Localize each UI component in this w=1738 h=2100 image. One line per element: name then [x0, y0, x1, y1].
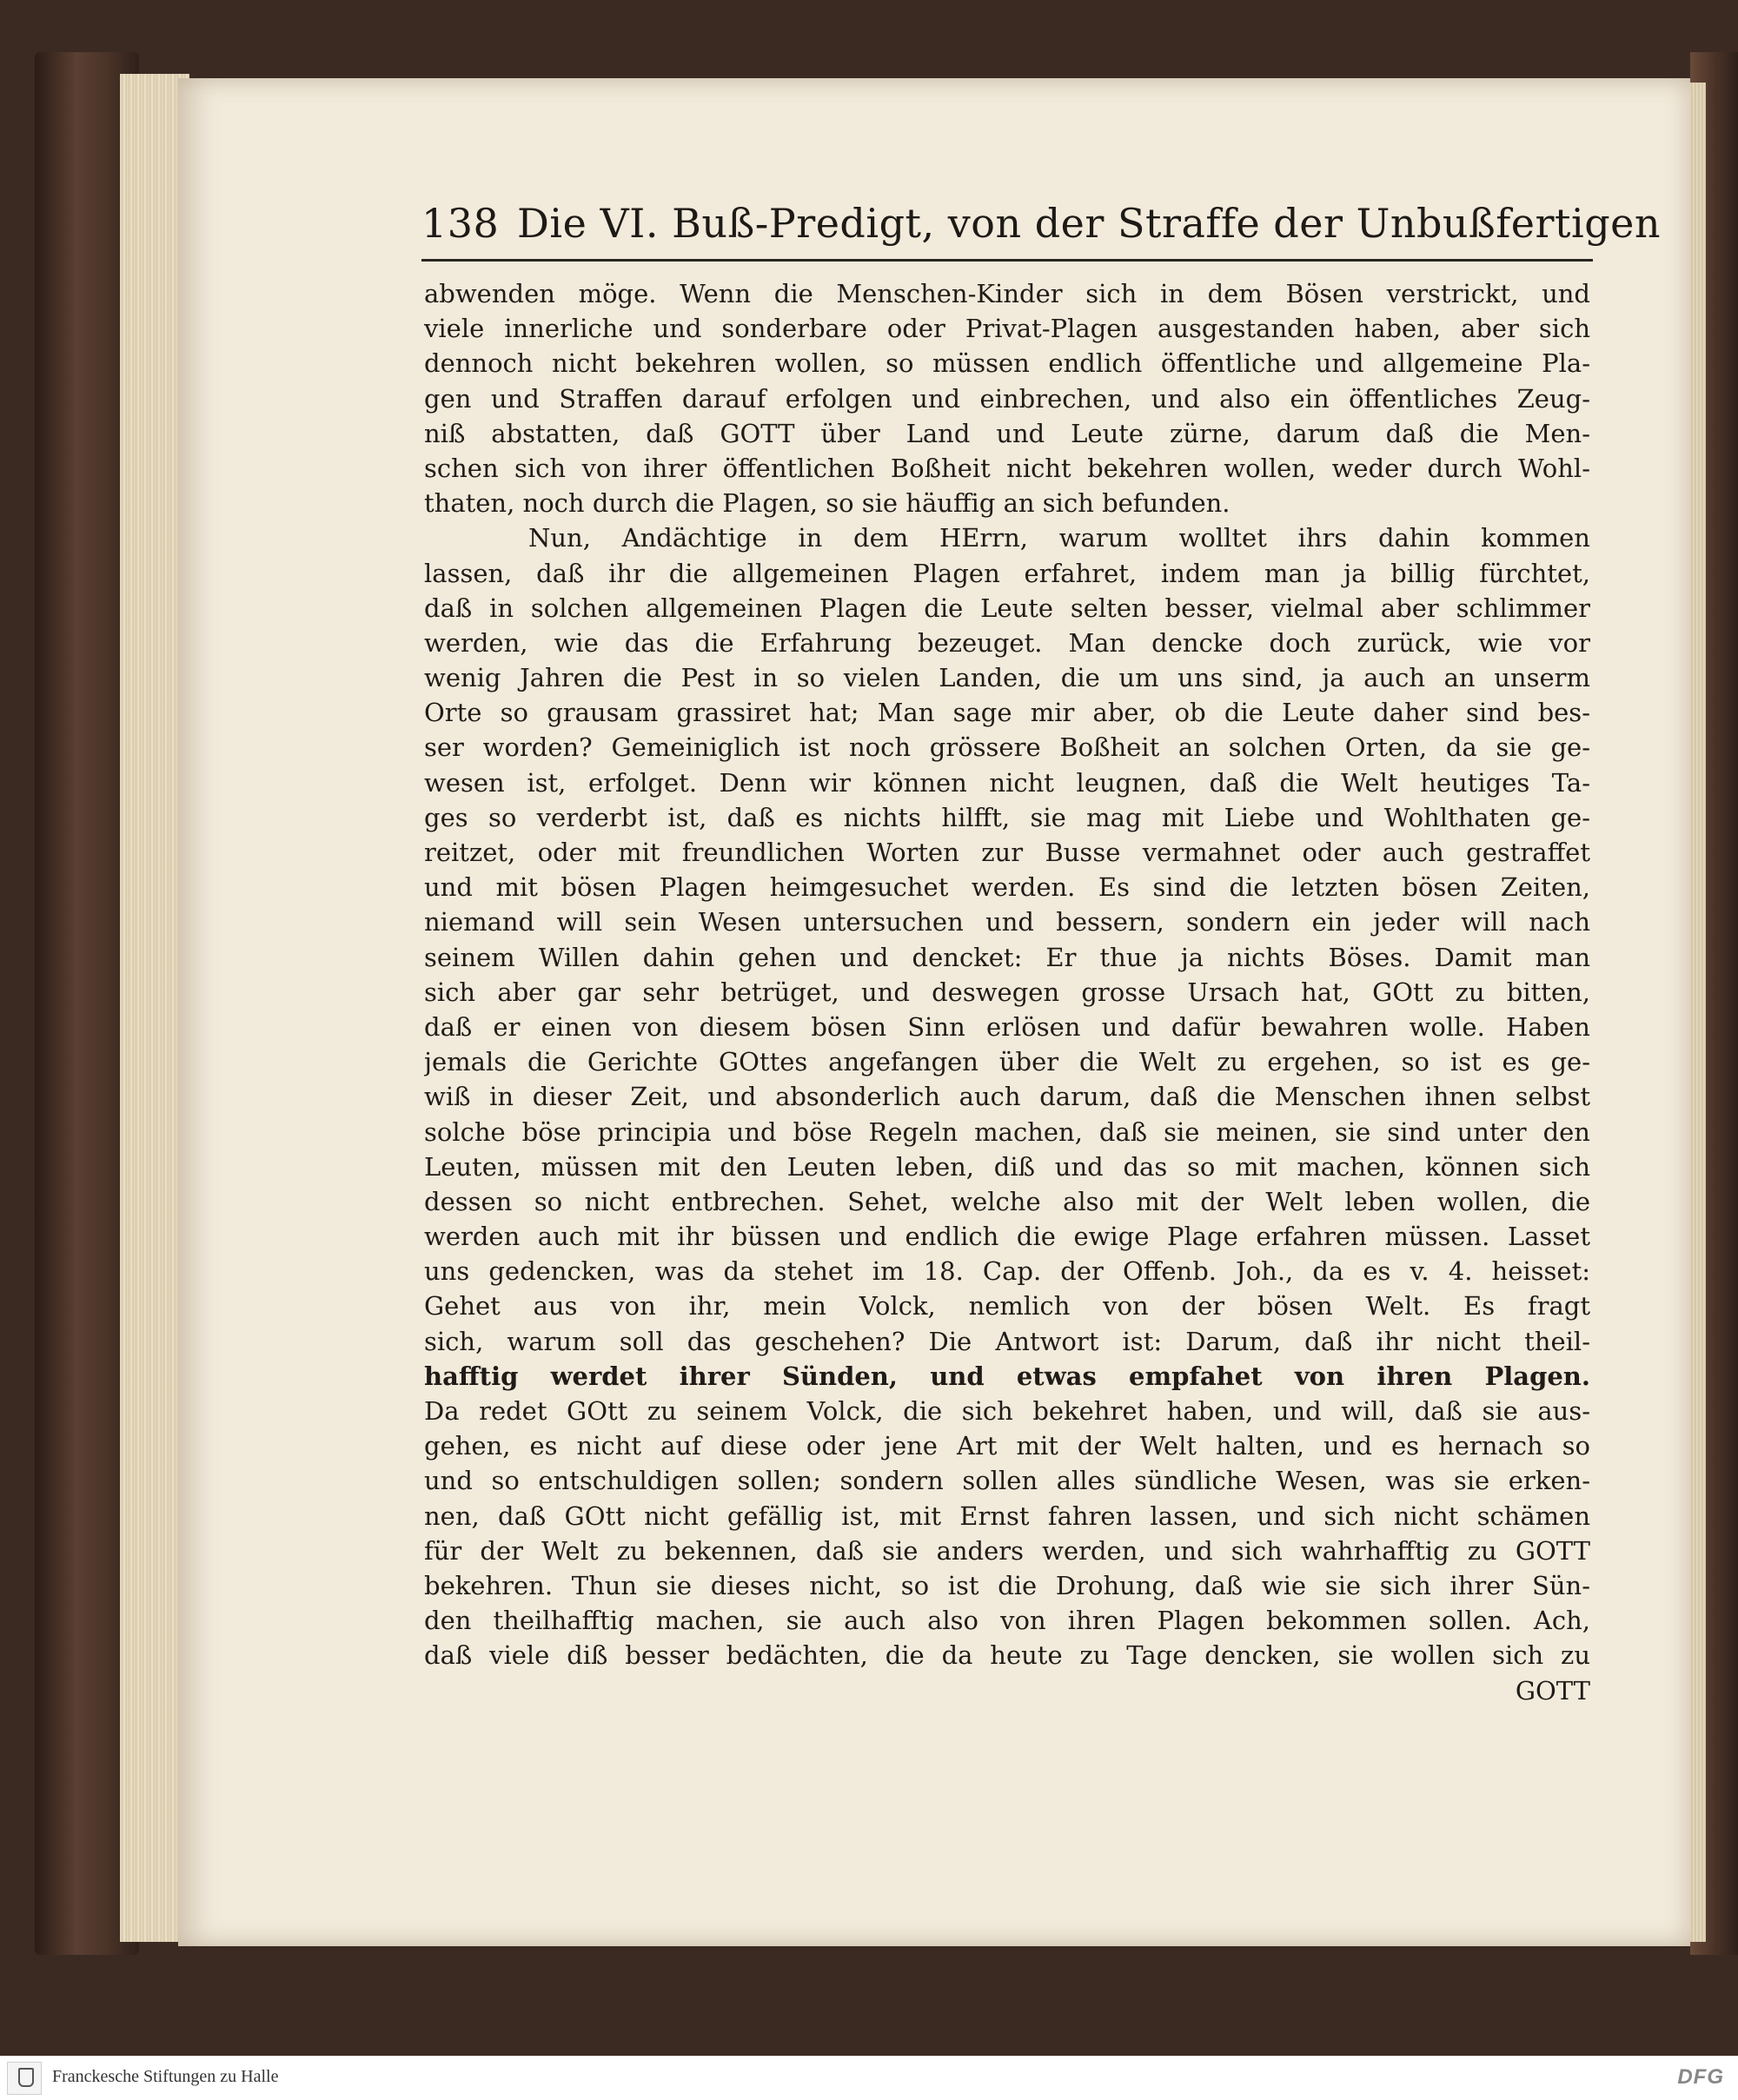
running-head [421, 193, 1661, 254]
text-line: wesen ist, erfolget. Denn wir können nicht leugnen, daß die Welt heutiges Ta- [424, 767, 1590, 798]
text-line: werden, wie das die Erfahrung bezeuget. Man dencke doch zurück, wie vor [424, 627, 1590, 658]
text-line: thaten, noch durch die Plagen, so sie häuffig an sich befunden. [424, 488, 1231, 519]
text-line: Gehet aus von ihr, mein Volck, nemlich von der bösen Welt. Es fragt [424, 1291, 1590, 1322]
catchword: GOTT [1515, 1675, 1590, 1706]
text-line: dennoch nicht bekehren wollen, so müssen endlich öffentliche und allgemeine Pla- [424, 348, 1590, 379]
text-line: wenig Jahren die Pest in so vielen Landen, die um uns sind, ja auch an unserm [424, 663, 1590, 693]
text-line: werden auch mit ihr büssen und endlich die ewige Plage erfahren müssen. Lasset [424, 1222, 1590, 1252]
text-line: gehen, es nicht auf diese oder jene Art mit der Welt halten, und es hernach so [424, 1431, 1590, 1461]
text-line: bekehren. Thun sie dieses nicht, so ist die Drohung, daß wie sie sich ihrer Sün- [424, 1570, 1590, 1600]
text-line: ser worden? Gemeiniglich ist noch grössere Boßheit an solchen Orten, da sie ge- [424, 732, 1590, 763]
text-line: wiß in dieser Zeit, und absonderlich auch darum, daß die Menschen ihnen selbst [424, 1082, 1590, 1112]
text-line: und so entschuldigen sollen; sondern sollen alles sündliche Wesen, was sie erken- [424, 1466, 1590, 1496]
body-text [424, 276, 1590, 1708]
text-line: daß in solchen allgemeinen Plagen die Leute selten besser, vielmal aber schlimmer [424, 593, 1590, 623]
text-line: viele innerliche und sonderbare oder Privat-Plagen ausgestanden haben, aber sich [424, 314, 1590, 344]
text-line: sich, warum soll das geschehen? Die Antwort ist: Darum, daß ihr nicht theil- [424, 1326, 1590, 1356]
text-line: nen, daß GOtt nicht gefällig ist, mit Ernst fahren lassen, und sich nicht schämen [424, 1500, 1590, 1531]
text-line: und mit bösen Plagen heimgesuchet werden. Es sind die letzten bösen Zeiten, [424, 872, 1590, 903]
running-title: Die VI. Buß-Predigt, von der Straffe der Unbußfertigen [517, 200, 1661, 247]
text-line: hafftig werdet ihrer Sünden, und etwas empfahet von ihren Plagen. [424, 1361, 1590, 1391]
text-line: sich aber gar sehr betrüget, und deswegen grosse Ursach hat, GOtt zu bitten, [424, 977, 1590, 1007]
text-line: den theilhafftig machen, sie auch also von ihren Plagen bekommen sollen. Ach, [424, 1606, 1590, 1636]
institution-logo-icon[interactable] [7, 2062, 42, 2095]
page-right-edge [1690, 83, 1706, 1942]
viewer-footer [0, 2056, 1738, 2100]
institution-name[interactable]: Franckesche Stiftungen zu Halle [52, 2067, 279, 2086]
text-line: reitzet, oder mit freundlichen Worten zur Busse vermahnet oder auch gestraffet [424, 838, 1590, 867]
text-line: daß er einen von diesem bösen Sinn erlösen und dafür bewahren wolle. Haben [424, 1011, 1590, 1042]
text-line: lassen, daß ihr die allgemeinen Plagen erfahret, indem man ja billig fürchtet, [424, 558, 1590, 588]
text-line: ges so verderbt ist, daß es nichts hilfft, sie mag mit Liebe und Wohlthaten ge- [424, 802, 1590, 832]
text-line: gen und Straffen darauf erfolgen und einbrechen, und also ein öffentliches Zeug- [424, 383, 1590, 414]
text-line: niß abstatten, daß GOTT über Land und Leute zürne, darum daß die Men- [424, 418, 1590, 448]
text-line: Nun, Andächtige in dem HErrn, warum wolltet ihrs dahin kommen [528, 523, 1590, 553]
text-line: dessen so nicht entbrechen. Sehet, welche also mit der Welt leben wollen, die [424, 1186, 1590, 1216]
text-line: jemals die Gerichte GOttes angefangen über die Welt zu ergehen, so ist es ge- [424, 1047, 1590, 1077]
page-number: 138 [421, 200, 500, 247]
text-line: für der Welt zu bekennen, daß sie anders werden, und sich wahrhafftig zu GOTT [424, 1535, 1590, 1566]
text-line: Leuten, müssen mit den Leuten leben, diß und das so mit machen, können sich [424, 1151, 1590, 1182]
text-line: niemand will sein Wesen untersuchen und bessern, sondern ein jeder will nach [424, 907, 1590, 937]
text-line: Da redet GOtt zu seinem Volck, die sich bekehret haben, und will, daß sie aus- [424, 1396, 1590, 1426]
text-line: daß viele diß besser bedächten, die da heute zu Tage dencken, sie wollen sich zu [424, 1640, 1590, 1671]
dfg-logo[interactable]: DFG [1677, 2065, 1724, 2089]
header-rule [421, 259, 1593, 262]
text-line: Orte so grausam grassiret hat; Man sage mir aber, ob die Leute daher sind bes- [424, 698, 1590, 728]
text-line: solche böse principia und böse Regeln machen, daß sie meinen, sie sind unter den [424, 1116, 1590, 1147]
text-line: uns gedencken, was da stehet im 18. Cap. der Offenb. Joh., da es v. 4. heisset: [424, 1256, 1590, 1287]
text-line: abwenden möge. Wenn die Menschen-Kinder sich in dem Bösen verstrickt, und [424, 279, 1590, 308]
text-line: seinem Willen dahin gehen und dencket: Er thue ja nichts Böses. Damit man [424, 942, 1590, 972]
text-line: schen sich von ihrer öffentlichen Boßheit nicht bekehren wollen, weder durch Wohl- [424, 453, 1590, 483]
